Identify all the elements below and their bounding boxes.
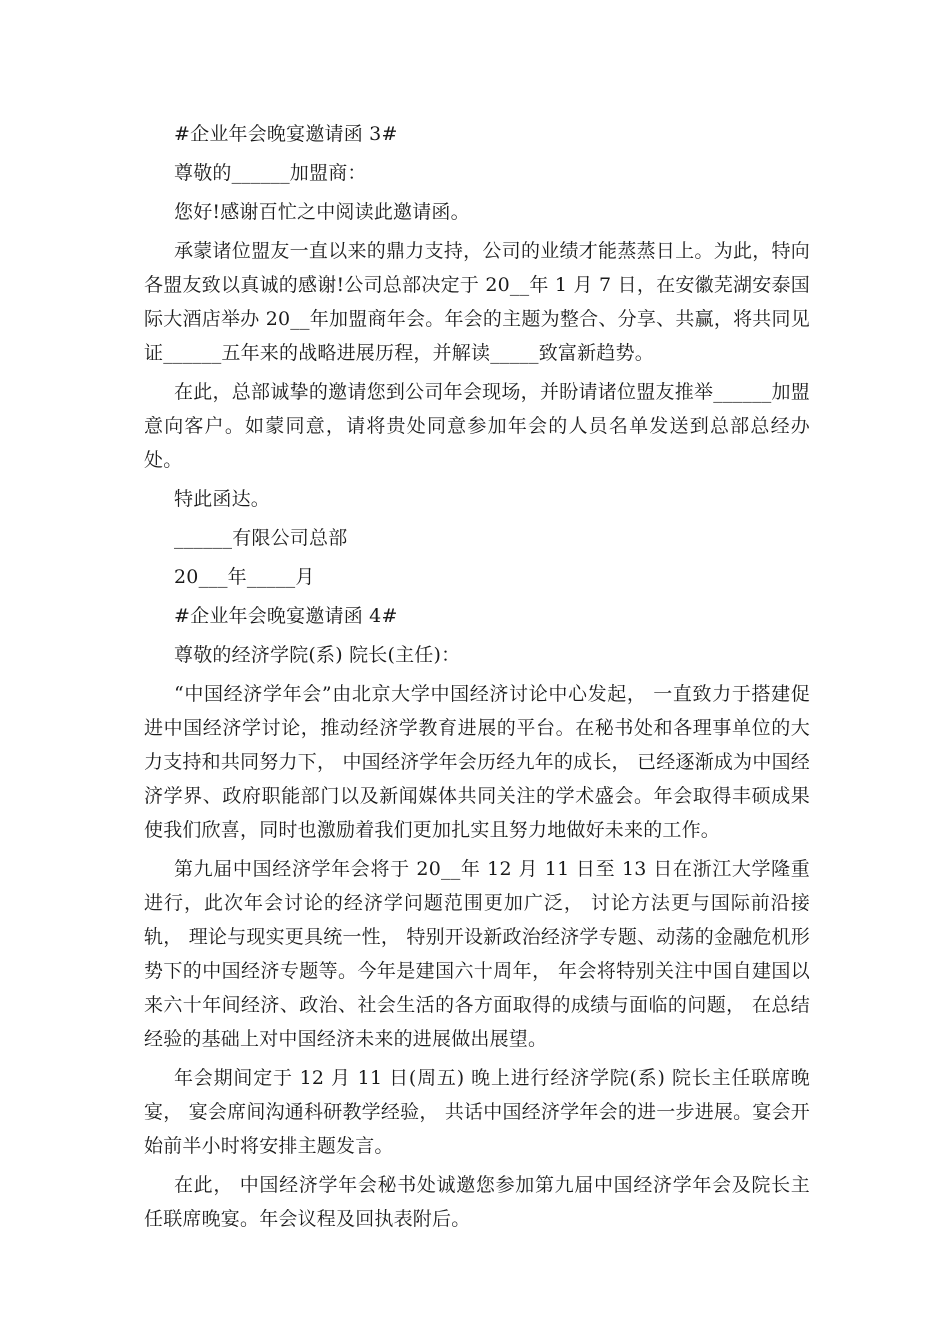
section-heading-4: #企业年会晚宴邀请函 4# xyxy=(174,605,398,627)
signature-date: 20___年_____月 xyxy=(174,566,315,588)
paragraph-ninth-meeting: 第九届中国经济学年会将于 20__年 12 月 11 日至 13 日在浙江大学隆重进行，此次年会讨论的经济学问题范围更加广泛， 讨论方法更与国际前沿接轨， 理论与现实更具统一性， 特别开设新政治经济学专题、动荡的金融危机形势下的中国经济专题等。今年是建国六十周年， 年会将特别关注中国自建国以来六十年间经济、政治、社会生活的各方面取得的成绩与面临的问题， 在总结经验的基础上对中国经济未来的进展做出展望。 xyxy=(144,858,810,1050)
section-heading-3: #企业年会晚宴邀请函 3# xyxy=(174,123,398,145)
paragraph-thanks: 承蒙诸位盟友一直以来的鼎力支持，公司的业绩才能蒸蒸日上。为此，特向各盟友致以真诚的感谢!公司总部决定于 20__年 1 月 7 日，在安徽芜湖安泰国际大酒店举办 20__年加盟商年会。年会的主题为整合、分享、共赢，将共同见证______五年来的战略进展历程，并解读_____致富新趋势。 xyxy=(144,240,810,364)
signature-company: ______有限公司总部 xyxy=(174,527,348,549)
paragraph-banquet: 年会期间定于 12 月 11 日(周五) 晚上进行经济学院(系) 院长主任联席晚宴， 宴会席间沟通科研教学经验， 共话中国经济学年会的进一步进展。宴会开始前半小时将安排主题发言。 xyxy=(144,1067,810,1157)
salutation-dean: 尊敬的经济学院(系) 院长(主任)： xyxy=(174,644,461,666)
greeting-line: 您好!感谢百忙之中阅读此邀请函。 xyxy=(174,201,470,223)
salutation-franchisee: 尊敬的______加盟商： xyxy=(174,162,367,184)
paragraph-invitation: 在此，总部诚挚的邀请您到公司年会现场，并盼请诸位盟友推举______加盟意向客户。如蒙同意，请将贵处同意参加年会的人员名单发送到总部总经办处。 xyxy=(144,381,810,471)
paragraph-introduction: “中国经济学年会”由北京大学中国经济讨论中心发起， 一直致力于搭建促进中国经济学讨论，推动经济学教育进展的平台。在秘书处和各理事单位的大力支持和共同努力下， 中国经济学年会历经九年的成长， 已经逐渐成为中国经济学界、政府职能部门以及新闻媒体共同关注的学术盛会。年会取得丰硕成果使我们欣喜，同时也激励着我们更加扎实且努力地做好未来的工作。 xyxy=(144,683,810,841)
document-body xyxy=(144,117,810,1241)
paragraph-closing-invitation: 在此， 中国经济学年会秘书处诚邀您参加第九届中国经济学年会及院长主任联席晚宴。年会议程及回执表附后。 xyxy=(144,1174,810,1230)
closing-line: 特此函达。 xyxy=(174,488,271,510)
